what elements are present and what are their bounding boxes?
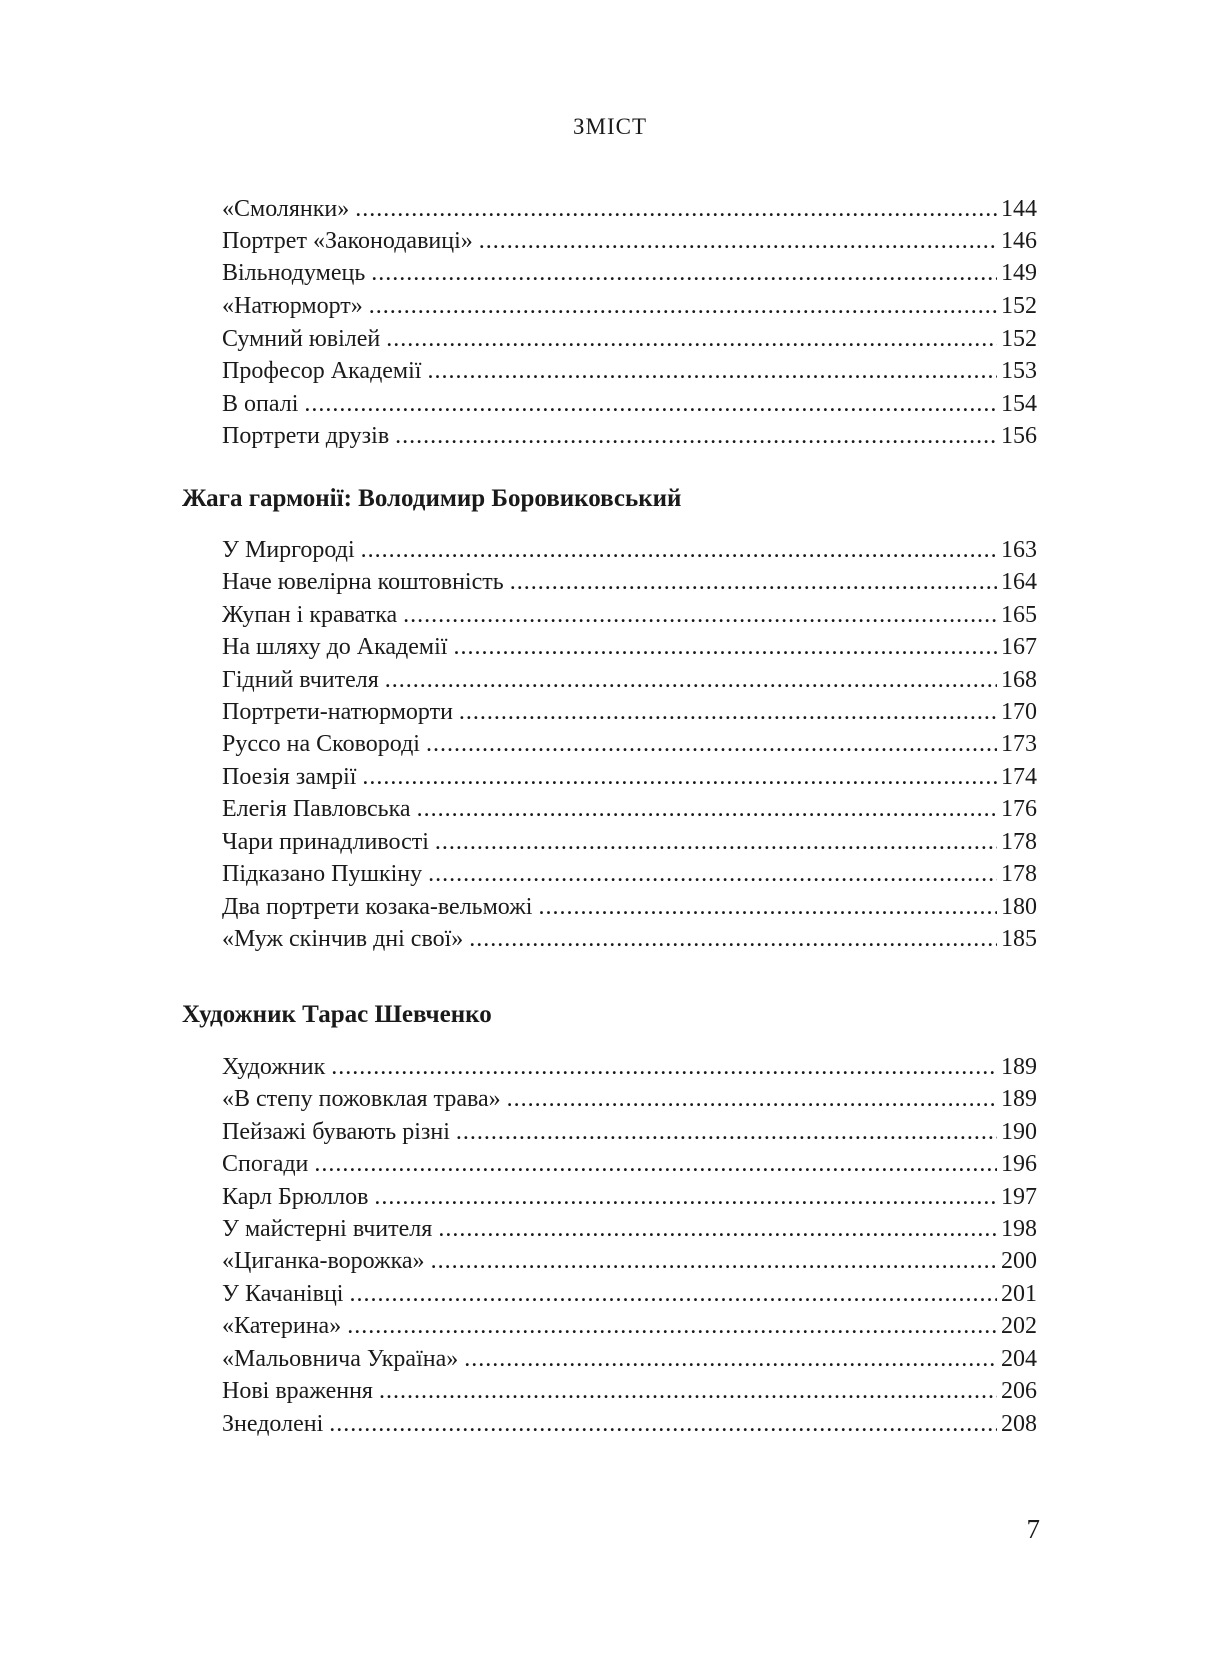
- toc-entry[interactable]: [222, 1277, 1037, 1311]
- dot-leader: [431, 1244, 997, 1278]
- section-heading[interactable]: Художник Тарас Шевченко: [182, 1001, 492, 1028]
- toc-entry-page: 180: [1001, 894, 1037, 920]
- toc-entry-page: 197: [1001, 1184, 1037, 1210]
- dot-leader: [479, 224, 997, 258]
- toc-entry-title: Художник: [222, 1054, 326, 1080]
- toc-entry-title: Карл Брюллов: [222, 1184, 369, 1210]
- toc-entry[interactable]: [222, 1342, 1037, 1376]
- toc-entry[interactable]: [222, 1374, 1037, 1408]
- toc-entry-title: Сумний ювілей: [222, 326, 381, 352]
- section-heading[interactable]: Жага гармонії: Володимир Боровиковський: [182, 485, 682, 512]
- toc-entry-title: «Циганка-ворожка»: [222, 1248, 425, 1274]
- toc-entry-title: Професор Академії: [222, 358, 422, 384]
- toc-entry-page: 198: [1001, 1216, 1037, 1242]
- toc-entry-page: 146: [1001, 228, 1037, 254]
- toc-entry[interactable]: [222, 387, 1037, 421]
- toc-entry[interactable]: [222, 1244, 1037, 1278]
- toc-entry-page: 176: [1001, 796, 1037, 822]
- toc-entry[interactable]: [222, 922, 1037, 956]
- toc-entry-page: 168: [1001, 667, 1037, 693]
- dot-leader: [507, 1082, 997, 1116]
- dot-leader: [453, 630, 997, 664]
- toc-entry-title: Жупан і краватка: [222, 602, 398, 628]
- dot-leader: [438, 1212, 997, 1246]
- toc-entry-title: Підказано Пушкіну: [222, 861, 423, 887]
- toc-entry[interactable]: [222, 1050, 1037, 1084]
- toc-entry[interactable]: [222, 565, 1037, 599]
- page-number: 7: [1026, 1514, 1040, 1544]
- dot-leader: [464, 1342, 997, 1376]
- dot-leader: [510, 565, 997, 599]
- toc-entry-title: Два портрети козака-вельможі: [222, 894, 533, 920]
- toc-entry-title: В опалі: [222, 391, 299, 417]
- toc-entry[interactable]: [222, 857, 1037, 891]
- toc-entry-title: Чари принадливості: [222, 829, 429, 855]
- toc-entry-page: 149: [1001, 260, 1037, 286]
- toc-entry[interactable]: [222, 1407, 1037, 1441]
- toc-entry[interactable]: [222, 890, 1037, 924]
- toc-entry-page: 153: [1001, 358, 1037, 384]
- dot-leader: [386, 322, 997, 356]
- toc-entry-title: Спогади: [222, 1151, 309, 1177]
- dot-leader: [417, 792, 997, 826]
- dot-leader: [426, 727, 997, 761]
- toc-entry[interactable]: [222, 792, 1037, 826]
- running-head: ЗМІСТ: [572, 114, 648, 139]
- dot-leader: [304, 387, 997, 421]
- dot-leader: [347, 1309, 997, 1343]
- toc-entry-page: 164: [1001, 569, 1037, 595]
- toc-entry-title: У Качанівці: [222, 1281, 344, 1307]
- toc-entry-title: «Мальовнича Україна»: [222, 1346, 459, 1372]
- toc-entry-title: Нові враження: [222, 1378, 373, 1404]
- dot-leader: [379, 1374, 997, 1408]
- toc-entry[interactable]: [222, 727, 1037, 761]
- dot-leader: [427, 354, 997, 388]
- dot-leader: [403, 598, 997, 632]
- dot-leader: [456, 1115, 997, 1149]
- toc-entry-title: «Натюрморт»: [222, 293, 363, 319]
- toc-entry-title: Портрети друзів: [222, 423, 390, 449]
- toc-entry-page: 206: [1001, 1378, 1037, 1404]
- toc-entry[interactable]: [222, 1147, 1037, 1181]
- toc-entry[interactable]: [222, 256, 1037, 290]
- toc-entry-title: Гідний вчителя: [222, 667, 379, 693]
- toc-entry-page: 156: [1001, 423, 1037, 449]
- toc-entry-page: 152: [1001, 326, 1037, 352]
- toc-entry[interactable]: [222, 1082, 1037, 1116]
- toc-entry-page: 189: [1001, 1086, 1037, 1112]
- toc-entry[interactable]: [222, 630, 1037, 664]
- toc-entry-page: 173: [1001, 731, 1037, 757]
- toc-entry-title: Пейзажі бувають різні: [222, 1119, 450, 1145]
- dot-leader: [469, 922, 997, 956]
- toc-entry-page: 152: [1001, 293, 1037, 319]
- dot-leader: [459, 695, 997, 729]
- toc-entry-page: 144: [1001, 196, 1037, 222]
- toc-entry-title: Руссо на Сковороді: [222, 731, 420, 757]
- dot-leader: [355, 192, 997, 226]
- toc-entry-title: Портрети-натюрморти: [222, 699, 453, 725]
- toc-entry[interactable]: [222, 825, 1037, 859]
- dot-leader: [395, 419, 997, 453]
- toc-entry-title: «Катерина»: [222, 1313, 342, 1339]
- toc-entry-title: На шляху до Академії: [222, 634, 448, 660]
- toc-entry-page: 167: [1001, 634, 1037, 660]
- dot-leader: [385, 663, 997, 697]
- toc-entry[interactable]: [222, 598, 1037, 632]
- dot-leader: [374, 1180, 997, 1214]
- toc-entry-page: 190: [1001, 1119, 1037, 1145]
- toc-entry-page: 174: [1001, 764, 1037, 790]
- toc-entry-title: Вільнодумець: [222, 260, 366, 286]
- dot-leader: [349, 1277, 997, 1311]
- toc-entry[interactable]: [222, 192, 1037, 226]
- toc-entry-page: 202: [1001, 1313, 1037, 1339]
- toc-entry[interactable]: [222, 322, 1037, 356]
- toc-entry-title: Поезія замрії: [222, 764, 357, 790]
- toc-entry[interactable]: [222, 289, 1037, 323]
- toc-entry-title: Портрет «Законодавиці»: [222, 228, 473, 254]
- toc-entry-title: У майстерні вчителя: [222, 1216, 433, 1242]
- dot-leader: [428, 857, 997, 891]
- dot-leader: [362, 760, 997, 794]
- dot-leader: [369, 289, 997, 323]
- toc-entry-title: Елегія Павловська: [222, 796, 411, 822]
- toc-entry-page: 178: [1001, 829, 1037, 855]
- toc-entry-title: У Миргороді: [222, 537, 355, 563]
- toc-entry-page: 196: [1001, 1151, 1037, 1177]
- toc-entry-title: «Смолянки»: [222, 196, 350, 222]
- toc-entry-page: 185: [1001, 926, 1037, 952]
- toc-entry-title: «В степу пожовклая трава»: [222, 1086, 501, 1112]
- toc-entry[interactable]: [222, 354, 1037, 388]
- toc-entry-page: 178: [1001, 861, 1037, 887]
- dot-leader: [329, 1407, 997, 1441]
- toc-entry[interactable]: [222, 663, 1037, 697]
- toc-entry[interactable]: [222, 1212, 1037, 1246]
- toc-entry-page: 154: [1001, 391, 1037, 417]
- toc-entry-page: 200: [1001, 1248, 1037, 1274]
- toc-entry[interactable]: [222, 760, 1037, 794]
- toc-entry-title: Наче ювелірна коштовність: [222, 569, 504, 595]
- toc-entry[interactable]: [222, 224, 1037, 258]
- toc-entry[interactable]: [222, 695, 1037, 729]
- toc-entry-title: Знедолені: [222, 1411, 324, 1437]
- dot-leader: [314, 1147, 997, 1181]
- toc-entry-page: 208: [1001, 1411, 1037, 1437]
- toc-entry[interactable]: [222, 1309, 1037, 1343]
- toc-entry-page: 163: [1001, 537, 1037, 563]
- toc-entry-page: 201: [1001, 1281, 1037, 1307]
- dot-leader: [435, 825, 997, 859]
- dot-leader: [538, 890, 997, 924]
- toc-entry[interactable]: [222, 1180, 1037, 1214]
- toc-entry[interactable]: [222, 533, 1037, 567]
- toc-entry-page: 189: [1001, 1054, 1037, 1080]
- dot-leader: [361, 533, 997, 567]
- toc-entry[interactable]: [222, 1115, 1037, 1149]
- dot-leader: [371, 256, 997, 290]
- toc-entry[interactable]: [222, 419, 1037, 453]
- toc-entry-page: 170: [1001, 699, 1037, 725]
- toc-entry-page: 204: [1001, 1346, 1037, 1372]
- toc-entry-title: «Муж скінчив дні свої»: [222, 926, 464, 952]
- dot-leader: [331, 1050, 997, 1084]
- toc-entry-page: 165: [1001, 602, 1037, 628]
